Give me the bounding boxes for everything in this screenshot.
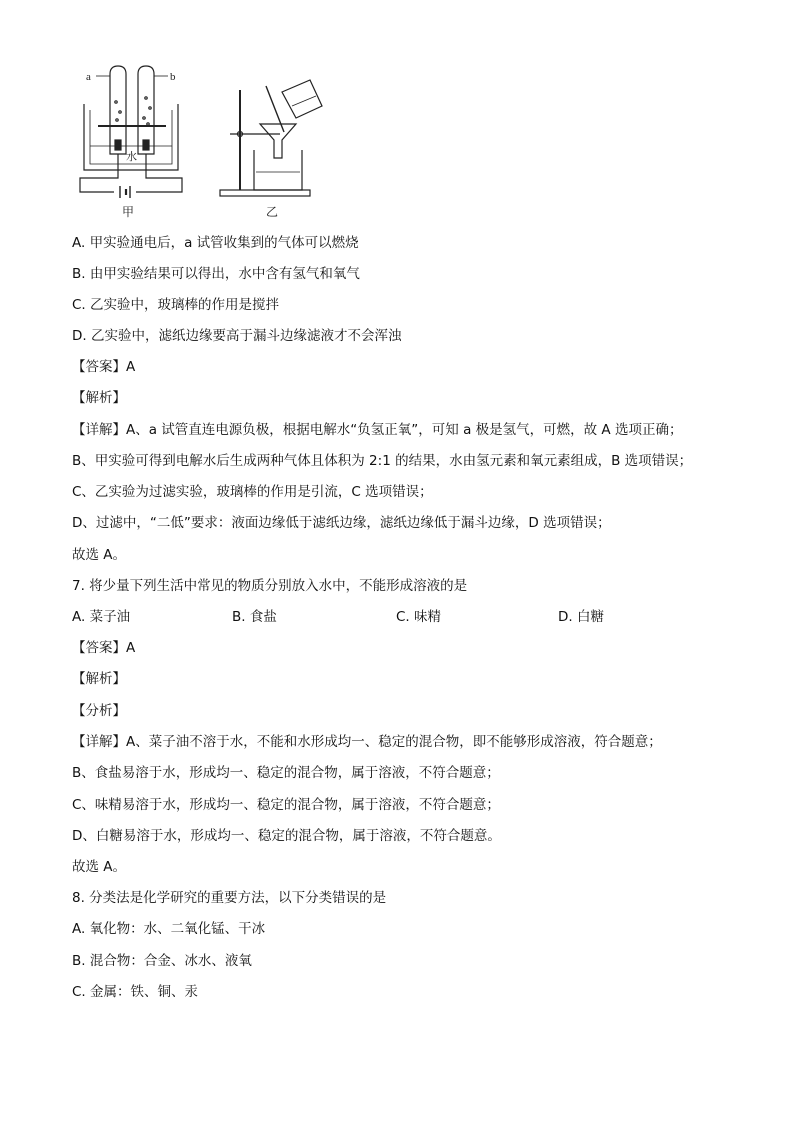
detail-text: A、a 试管直连电源负极，根据电解水“负氢正氧”，可知 a 极是氢气，可燃，故 A 选项正确； <box>126 422 683 438</box>
q6-option-b: B. 由甲实验结果可以得出，水中含有氢气和氧气 <box>72 266 360 282</box>
q6-conclusion: 故选 A。 <box>72 547 127 563</box>
q6-option-c: C. 乙实验中，玻璃棒的作用是搅拌 <box>72 297 280 313</box>
q7-detail-a <box>72 732 662 752</box>
experiment-figures <box>70 62 330 222</box>
q8-option-c: C. 金属：铁、铜、汞 <box>72 984 199 1000</box>
answer-tag: 【答案】 <box>72 640 126 656</box>
q6-detail-a <box>72 420 682 440</box>
detail-tag: 【详解】 <box>72 422 126 438</box>
q7-answer <box>72 638 135 658</box>
q6-analysis-tag: 【解析】 <box>72 390 126 406</box>
q7-stem: 7. 将少量下列生活中常见的物质分别放入水中，不能形成溶液的是 <box>72 578 468 594</box>
detail-text: A、菜子油不溶于水，不能和水形成均一、稳定的混合物，即不能够形成溶液，符合题意； <box>126 734 662 750</box>
q7-option-a: A. 菜子油 <box>72 609 131 625</box>
q8-option-b: B. 混合物：合金、冰水、液氧 <box>72 953 252 969</box>
figure-jia-caption: 甲 <box>122 205 135 219</box>
q8-stem: 8. 分类法是化学研究的重要方法，以下分类错误的是 <box>72 890 387 906</box>
answer-value: A <box>126 359 136 375</box>
q7-detail-d: D、白糖易溶于水，形成均一、稳定的混合物，属于溶液，不符合题意。 <box>72 828 501 844</box>
water-label: 水 <box>126 150 137 163</box>
tube-a-label: a <box>86 71 91 83</box>
q6-answer <box>72 357 135 377</box>
q6-option-d: D. 乙实验中，滤纸边缘要高于漏斗边缘滤液才不会浑浊 <box>72 328 402 344</box>
q7-option-d: D. 白糖 <box>558 609 604 625</box>
tube-b-label: b <box>170 71 176 83</box>
q7-option-b: B. 食盐 <box>232 609 277 625</box>
q7-option-c: C. 味精 <box>396 609 442 625</box>
answer-tag: 【答案】 <box>72 359 126 375</box>
filtration-apparatus <box>220 80 322 196</box>
q8-option-a: A. 氧化物：水、二氧化锰、干冰 <box>72 921 266 937</box>
q6-option-a: A. 甲实验通电后，a 试管收集到的气体可以燃烧 <box>72 235 359 251</box>
q7-conclusion: 故选 A。 <box>72 859 127 875</box>
q7-fenxi-tag: 【分析】 <box>72 703 126 719</box>
q6-detail-c: C、乙实验为过滤实验，玻璃棒的作用是引流，C 选项错误； <box>72 484 433 500</box>
answer-value: A <box>126 640 136 656</box>
q6-detail-d: D、过滤中，“二低”要求：液面边缘低于滤纸边缘，滤纸边缘低于漏斗边缘，D 选项错误； <box>72 515 611 531</box>
q7-analysis-tag: 【解析】 <box>72 671 126 687</box>
detail-tag: 【详解】 <box>72 734 126 750</box>
q7-detail-b: B、食盐易溶于水，形成均一、稳定的混合物，属于溶液，不符合题意； <box>72 765 500 781</box>
q6-detail-b: B、甲实验可得到电解水后生成两种气体且体积为 2:1 的结果，水由氢元素和氧元素组成，B 选项错误； <box>72 453 693 469</box>
q7-detail-c: C、味精易溶于水，形成均一、稳定的混合物，属于溶液，不符合题意； <box>72 797 500 813</box>
electrolysis-apparatus <box>80 66 182 198</box>
figure-yi-caption: 乙 <box>266 205 279 219</box>
